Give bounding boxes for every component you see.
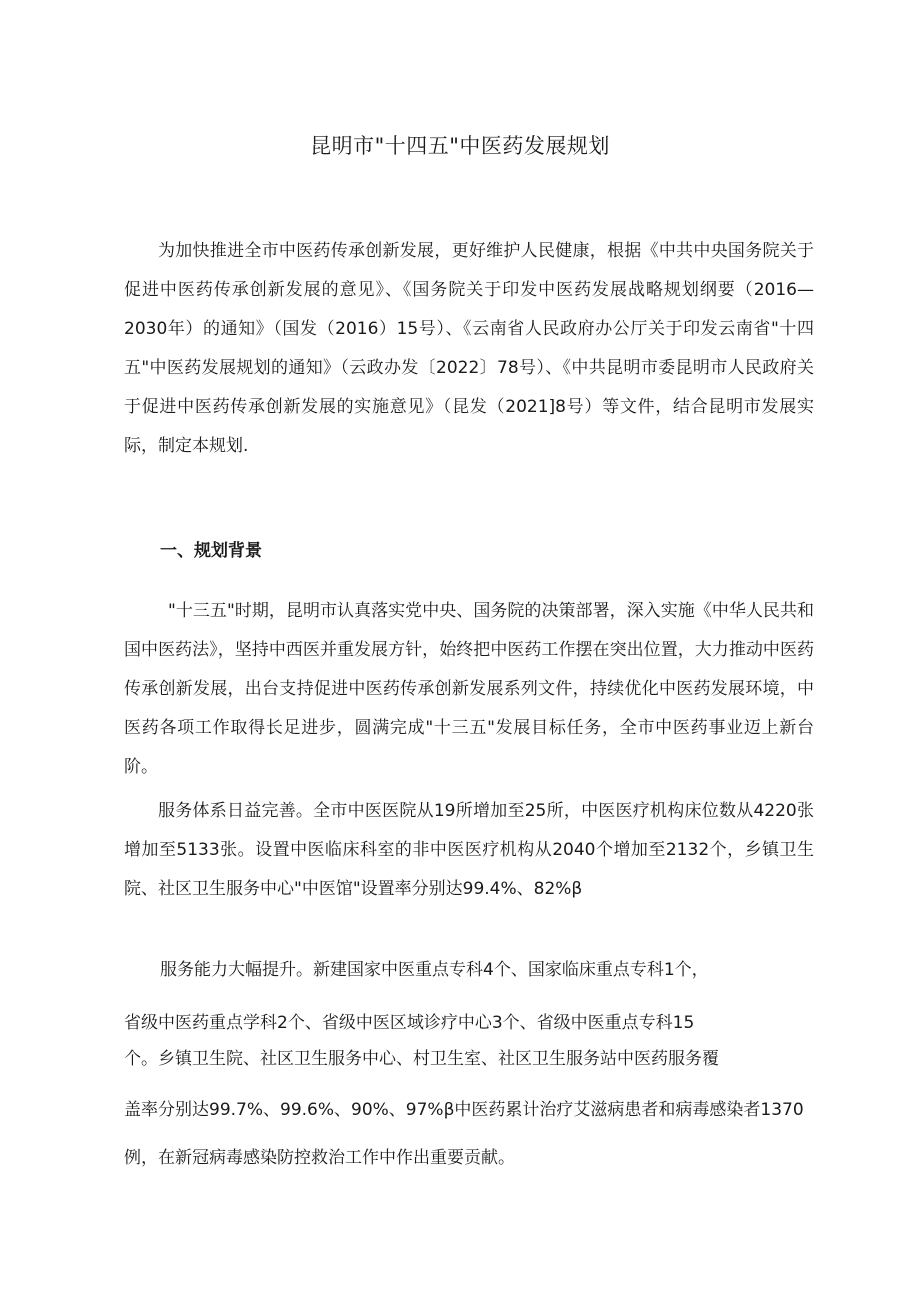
intro-paragraph: 为加快推进全市中医药传承创新发展，更好维护人民健康，根据《中共中央国务院关于促进中医药传承创新发展的意见》、《国务院关于印发中医药发展战略规划纲要（2016—2030年）的通知》（国发（2016）15号）、《云南省人民政府办公厅关于印发云南省"十四五"中医药发展规划的通知》（云政办发〔2022〕78号）、《中共昆明市委昆明市人民政府关于促进中医药传承创新发展的实施意见》（昆发（2021]8号）等文件，结合昆明市发展实际，制定本规划. [124,241,814,456]
section-heading: 一、规划背景 [160,541,262,561]
background-paragraph: "十三五"时期，昆明市认真落实党中央、国务院的决策部署，深入实施《中华人民共和国中医药法》，坚持中西医并重发展方针，始终把中医药工作摆在突出位置，大力推动中医药传承创新发展，出台支持促进中医药传承创新发展系列文件，持续优化中医药发展环境，中医药各项工作取得长足进步，圆满完成"十三五"发展目标任务，全市中医药事业迈上新台阶。 [124,601,814,777]
service-capacity-line-5: 例，在新冠病毒感染防控救治工作中作出重要贡献。 [124,1148,515,1168]
service-capacity-line-1: 服务能力大幅提升。新建国家中医重点专科4个、国家临床重点专科1个， [160,960,709,980]
document-title: 昆明市"十四五"中医药发展规划 [310,134,610,158]
service-capacity-line-3: 个。乡镇卫生院、社区卫生服务中心、村卫生室、社区卫生服务站中医药服务覆 [124,1049,719,1069]
service-capacity-line-4: 盖率分别达99.7%、99.6%、90%、97%β中医药累计治疗艾滋病患者和病毒感染者1370 [124,1100,804,1120]
service-system-paragraph: 服务体系日益完善。全市中医医院从19所增加至25所，中医医疗机构床位数从4220张增加至5133张。设置中医临床科室的非中医医疗机构从2040个增加至2132个，乡镇卫生院、社区卫生服务中心"中医馆"设置率分别达99.4%、82%β [124,801,814,899]
service-capacity-line-2: 省级中医药重点学科2个、省级中医区域诊疗中心3个、省级中医重点专科15 [124,1013,695,1033]
